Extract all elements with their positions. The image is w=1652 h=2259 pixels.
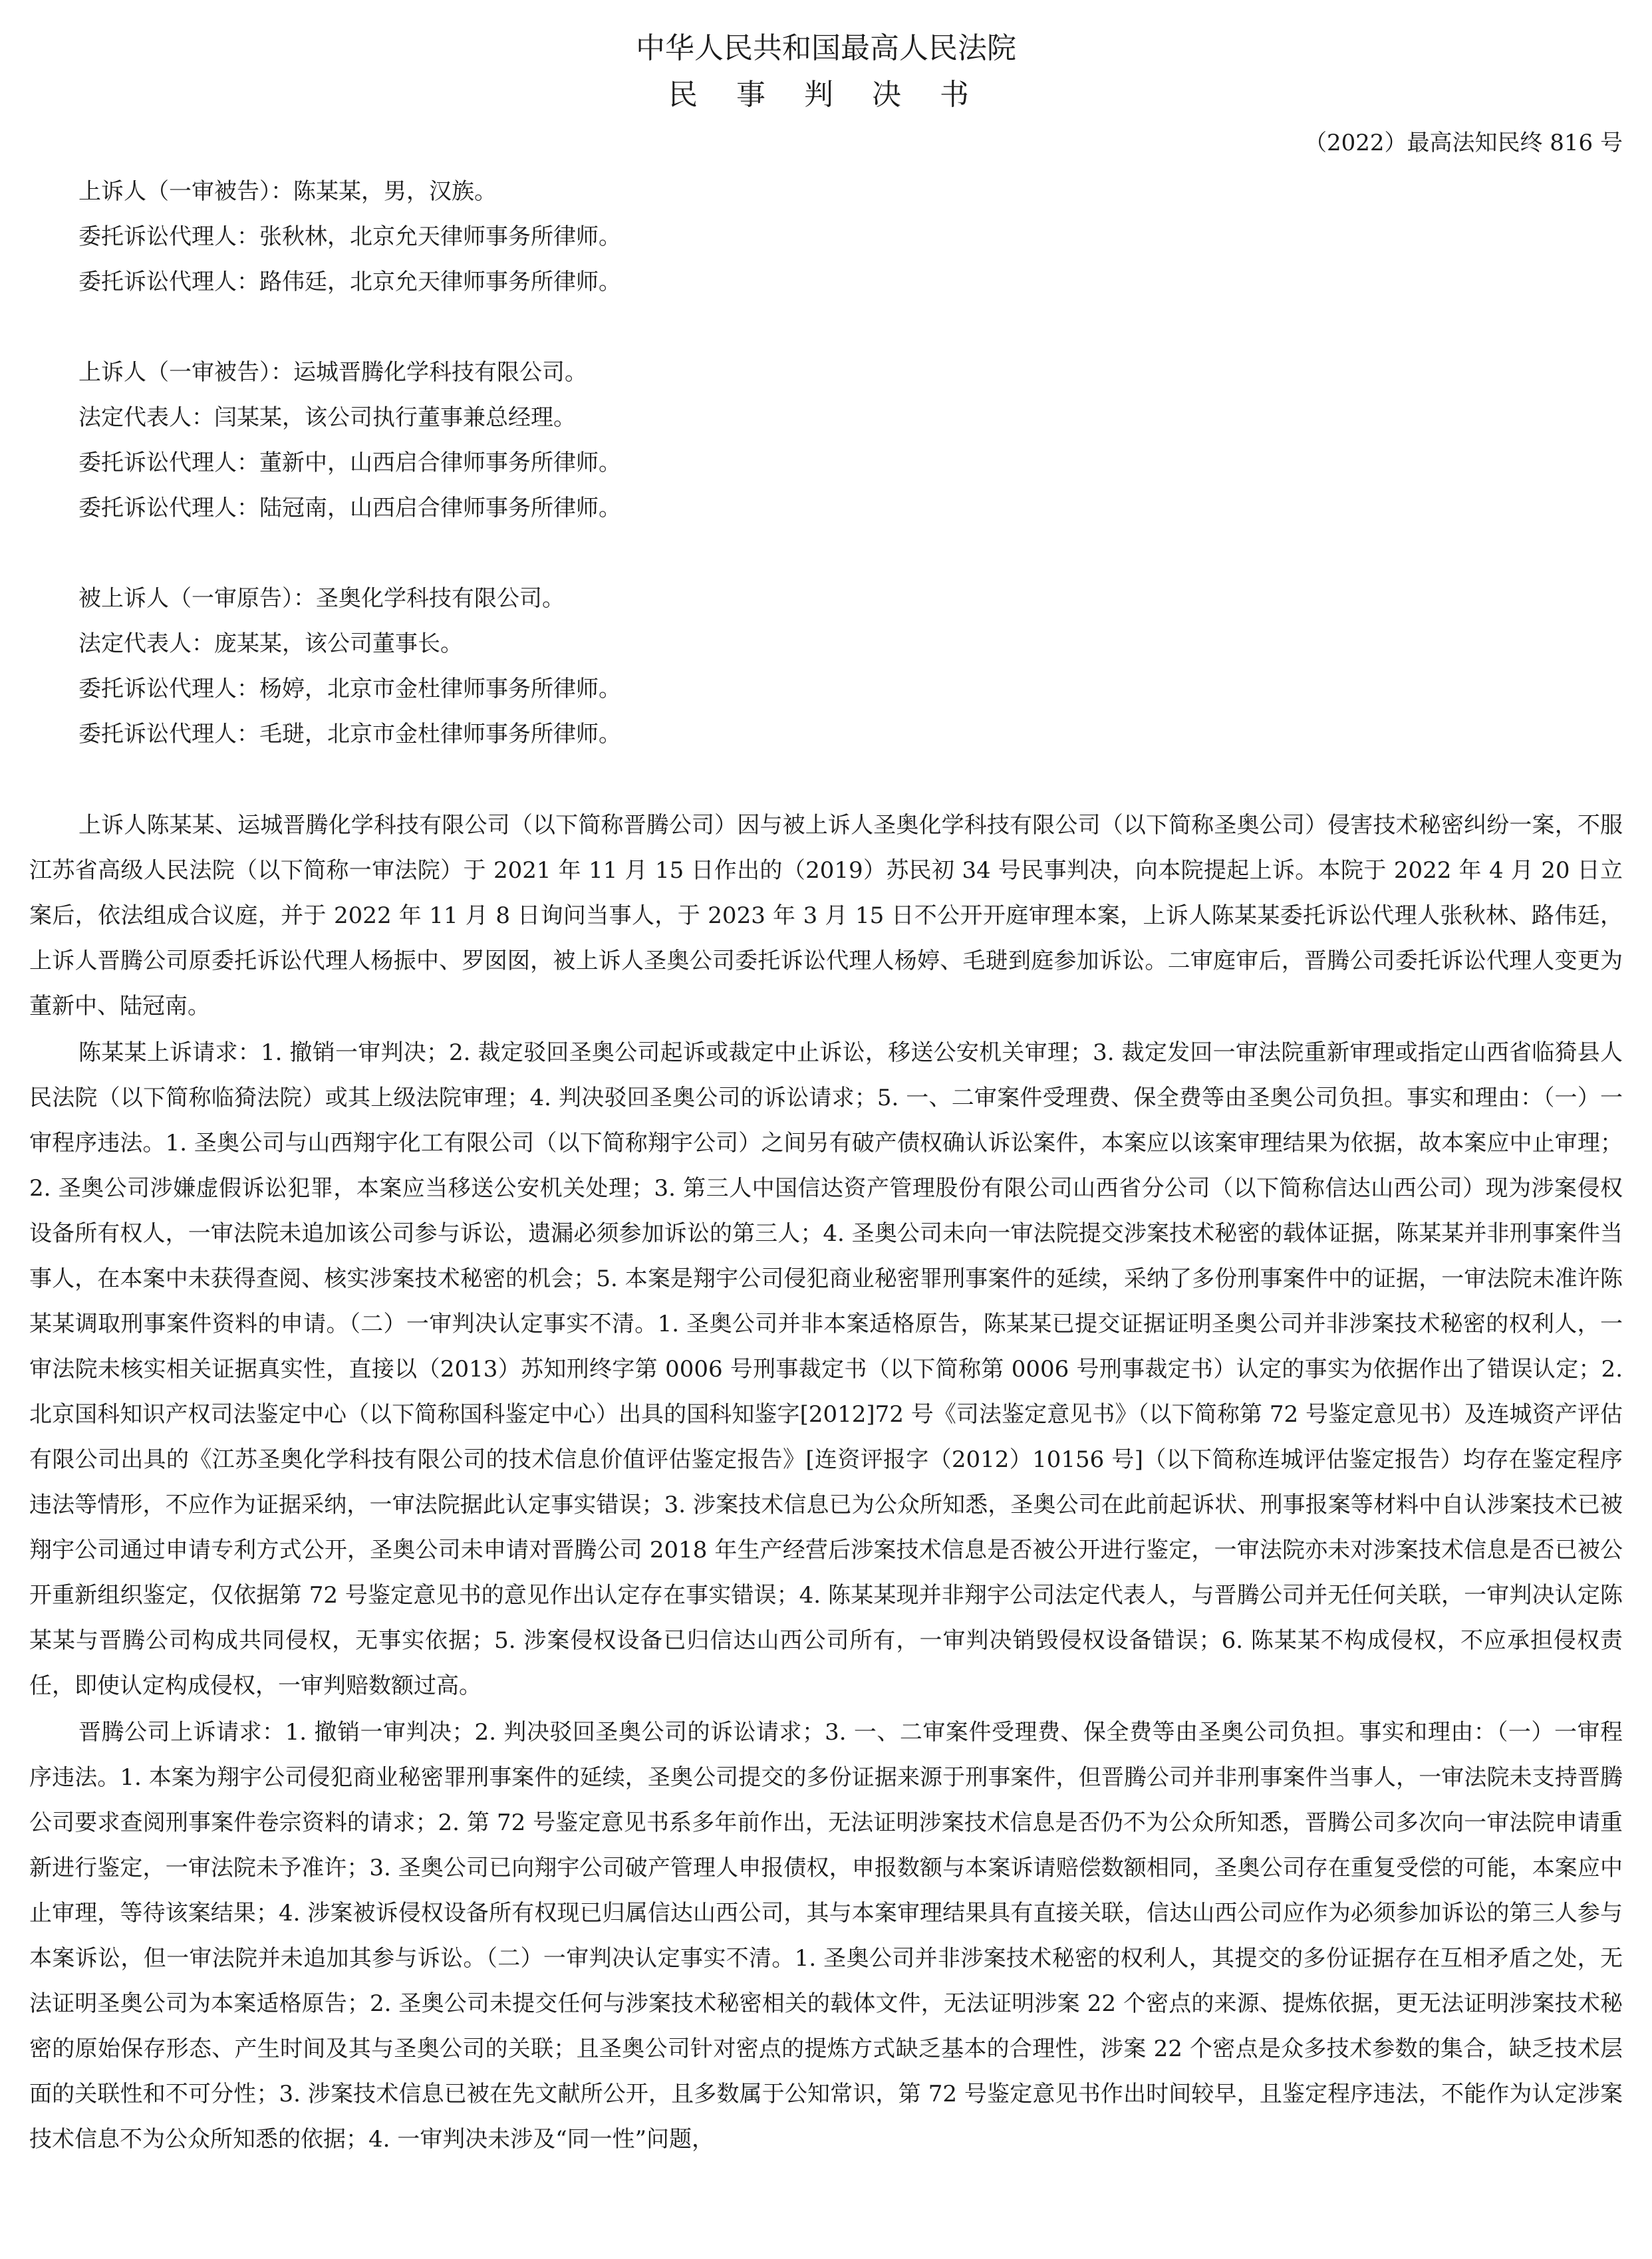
party-appellant-jinteng: [78, 350, 1608, 531]
court-name: 中华人民共和国最高人民法院: [636, 31, 1016, 65]
party-line: 法定代表人：庞某某，该公司董事长。: [78, 630, 463, 657]
party-line: 委托诉讼代理人：路伟廷，北京允天律师事务所律师。: [78, 269, 621, 295]
party-appellant-chen: [78, 169, 1608, 305]
party-line: 法定代表人：闫某某，该公司执行董事兼总经理。: [78, 404, 576, 431]
judgment-body: [29, 803, 1623, 2163]
document-title: 民 事 判 决 书: [668, 78, 984, 112]
paragraph-chen-appeal: 陈某某上诉请求：1. 撤销一审判决；2. 裁定驳回圣奥公司起诉或裁定中止诉讼，移送公安机关审理；3. 裁定发回一审法院重新审理或指定山西省临猗县人民法院（以下简称临猗法院）或其上级法院审理；4. 判决驳回圣奥公司的诉讼请求；5. 一、二审案件受理费、保全费等由圣奥公司负担。事实和理由：（一）一审程序违法。1. 圣奥公司与山西翔宇化工有限公司（以下简称翔宇公司）之间另有破产债权确认诉讼案件，本案应以该案审理结果为依据，故本案应中止审理；2. 圣奥公司涉嫌虚假诉讼犯罪，本案应当移送公安机关处理；3. 第三人中国信达资产管理股份有限公司山西省分公司（以下简称信达山西公司）现为涉案侵权设备所有权人，一审法院未追加该公司参与诉讼，遗漏必须参加诉讼的第三人；4. 圣奥公司未向一审法院提交涉案技术秘密的载体证据，陈某某并非刑事案件当事人，在本案中未获得查阅、核实涉案技术秘密的机会；5. 本案是翔宇公司侵犯商业秘密罪刑事案件的延续，采纳了多份刑事案件中的证据，一审法院未准许陈某某调取刑事案件资料的申请。（二）一审判决认定事实不清。1. 圣奥公司并非本案适格原告，陈某某已提交证据证明圣奥公司并非涉案技术秘密的权利人，一审法院未核实相关证据真实性，直接以（2013）苏知刑终字第 0006 号刑事裁定书（以下简称第 0006 号刑事裁定书）认定的事实为依据作出了错误认定；2. 北京国科知识产权司法鉴定中心（以下简称国科鉴定中心）出具的国科知鉴字[2012]72 号《司法鉴定意见书》（以下简称第 72 号鉴定意见书）及连城资产评估有限公司出具的《江苏圣奥化学科技有限公司的技术信息价值评估鉴定报告》[连资评报字（2012）10156 号]（以下简称连城评估鉴定报告）均存在鉴定程序违法等情形，不应作为证据采纳，一审法院据此认定事实错误；3. 涉案技术信息已为公众所知悉，圣奥公司在此前起诉状、刑事报案等材料中自认涉案技术已被翔宇公司通过申请专利方式公开，圣奥公司未申请对晋腾公司 2018 年生产经营后涉案技术信息是否被公开进行鉴定，一审法院亦未对涉案技术信息是否已被公开重新组织鉴定，仅依据第 72 号鉴定意见书的意见作出认定存在事实错误；4. 陈某某现并非翔宇公司法定代表人，与晋腾公司并无任何关联，一审判决认定陈某某与晋腾公司构成共同侵权，无事实依据；5. 涉案侵权设备已归信达山西公司所有，一审判决销毁侵权设备错误；6. 陈某某不构成侵权，不应承担侵权责任，即使认定构成侵权，一审判赔数额过高。: [29, 1039, 1623, 1699]
party-line: 委托诉讼代理人：董新中，山西启合律师事务所律师。: [78, 450, 621, 476]
paragraph-case-background: 上诉人陈某某、运城晋腾化学科技有限公司（以下简称晋腾公司）因与被上诉人圣奥化学科技有限公司（以下简称圣奥公司）侵害技术秘密纠纷一案，不服江苏省高级人民法院（以下简称一审法院）于 2021 年 11 月 15 日作出的（2019）苏民初 34 号民事判决，向本院提起上诉。本院于 2022 年 4 月 20 日立案后，依法组成合议庭，并于 2022 年 11 月 8 日询问当事人，于 2023 年 3 月 15 日不公开开庭审理本案，上诉人陈某某委托诉讼代理人张秋林、路伟廷，上诉人晋腾公司原委托诉讼代理人杨振中、罗囡囡，被上诉人圣奥公司委托诉讼代理人杨婷、毛琎到庭参加诉讼。二审庭审后，晋腾公司委托诉讼代理人变更为董新中、陆冠南。: [29, 812, 1623, 1019]
party-line: 委托诉讼代理人：杨婷，北京市金杜律师事务所律师。: [78, 676, 621, 702]
paragraph-jinteng-appeal: 晋腾公司上诉请求：1. 撤销一审判决；2. 判决驳回圣奥公司的诉讼请求；3. 一、二审案件受理费、保全费等由圣奥公司负担。事实和理由：（一）一审程序违法。1. 本案为翔宇公司侵犯商业秘密罪刑事案件的延续，圣奥公司提交的多份证据来源于刑事案件，但晋腾公司并非刑事案件当事人，一审法院未支持晋腾公司要求查阅刑事案件卷宗资料的请求；2. 第 72 号鉴定意见书系多年前作出，无法证明涉案技术信息是否仍不为公众所知悉，晋腾公司多次向一审法院申请重新进行鉴定，一审法院未予准许；3. 圣奥公司已向翔宇公司破产管理人申报债权，申报数额与本案诉请赔偿数额相同，圣奥公司存在重复受偿的可能，本案应中止审理，等待该案结果；4. 涉案被诉侵权设备所有权现已归属信达山西公司，其与本案审理结果具有直接关联，信达山西公司应作为必须参加诉讼的第三人参与本案诉讼，但一审法院并未追加其参与诉讼。（二）一审判决认定事实不清。1. 圣奥公司并非涉案技术秘密的权利人，其提交的多份证据存在互相矛盾之处，无法证明圣奥公司为本案适格原告；2. 圣奥公司未提交任何与涉案技术秘密相关的载体文件，无法证明涉案 22 个密点的来源、提炼依据，更无法证明涉案技术秘密的原始保存形态、产生时间及其与圣奥公司的关联；且圣奥公司针对密点的提炼方式缺乏基本的合理性，涉案 22 个密点是众多技术参数的集合，缺乏技术层面的关联性和不可分性；3. 涉案技术信息已被在先文献所公开，且多数属于公知常识，第 72 号鉴定意见书作出时间较早，且鉴定程序违法，不能作为认定涉案技术信息不为公众所知悉的依据；4. 一审判决未涉及“同一性”问题，: [29, 1719, 1623, 2153]
party-line: 委托诉讼代理人：张秋林，北京允天律师事务所律师。: [78, 223, 621, 250]
parties-section: [78, 169, 1608, 802]
party-line: 被上诉人（一审原告）：圣奥化学科技有限公司。: [78, 585, 565, 612]
party-appellee-shengao: [78, 576, 1608, 757]
party-line: 委托诉讼代理人：毛琎，北京市金杜律师事务所律师。: [78, 721, 621, 747]
case-number: （2022）最高法知民终 816 号: [1304, 130, 1623, 156]
party-line: 上诉人（一审被告）：陈某某，男，汉族。: [78, 178, 497, 205]
party-line: 上诉人（一审被告）：运城晋腾化学科技有限公司。: [78, 359, 587, 386]
party-line: 委托诉讼代理人：陆冠南，山西启合律师事务所律师。: [78, 495, 621, 521]
